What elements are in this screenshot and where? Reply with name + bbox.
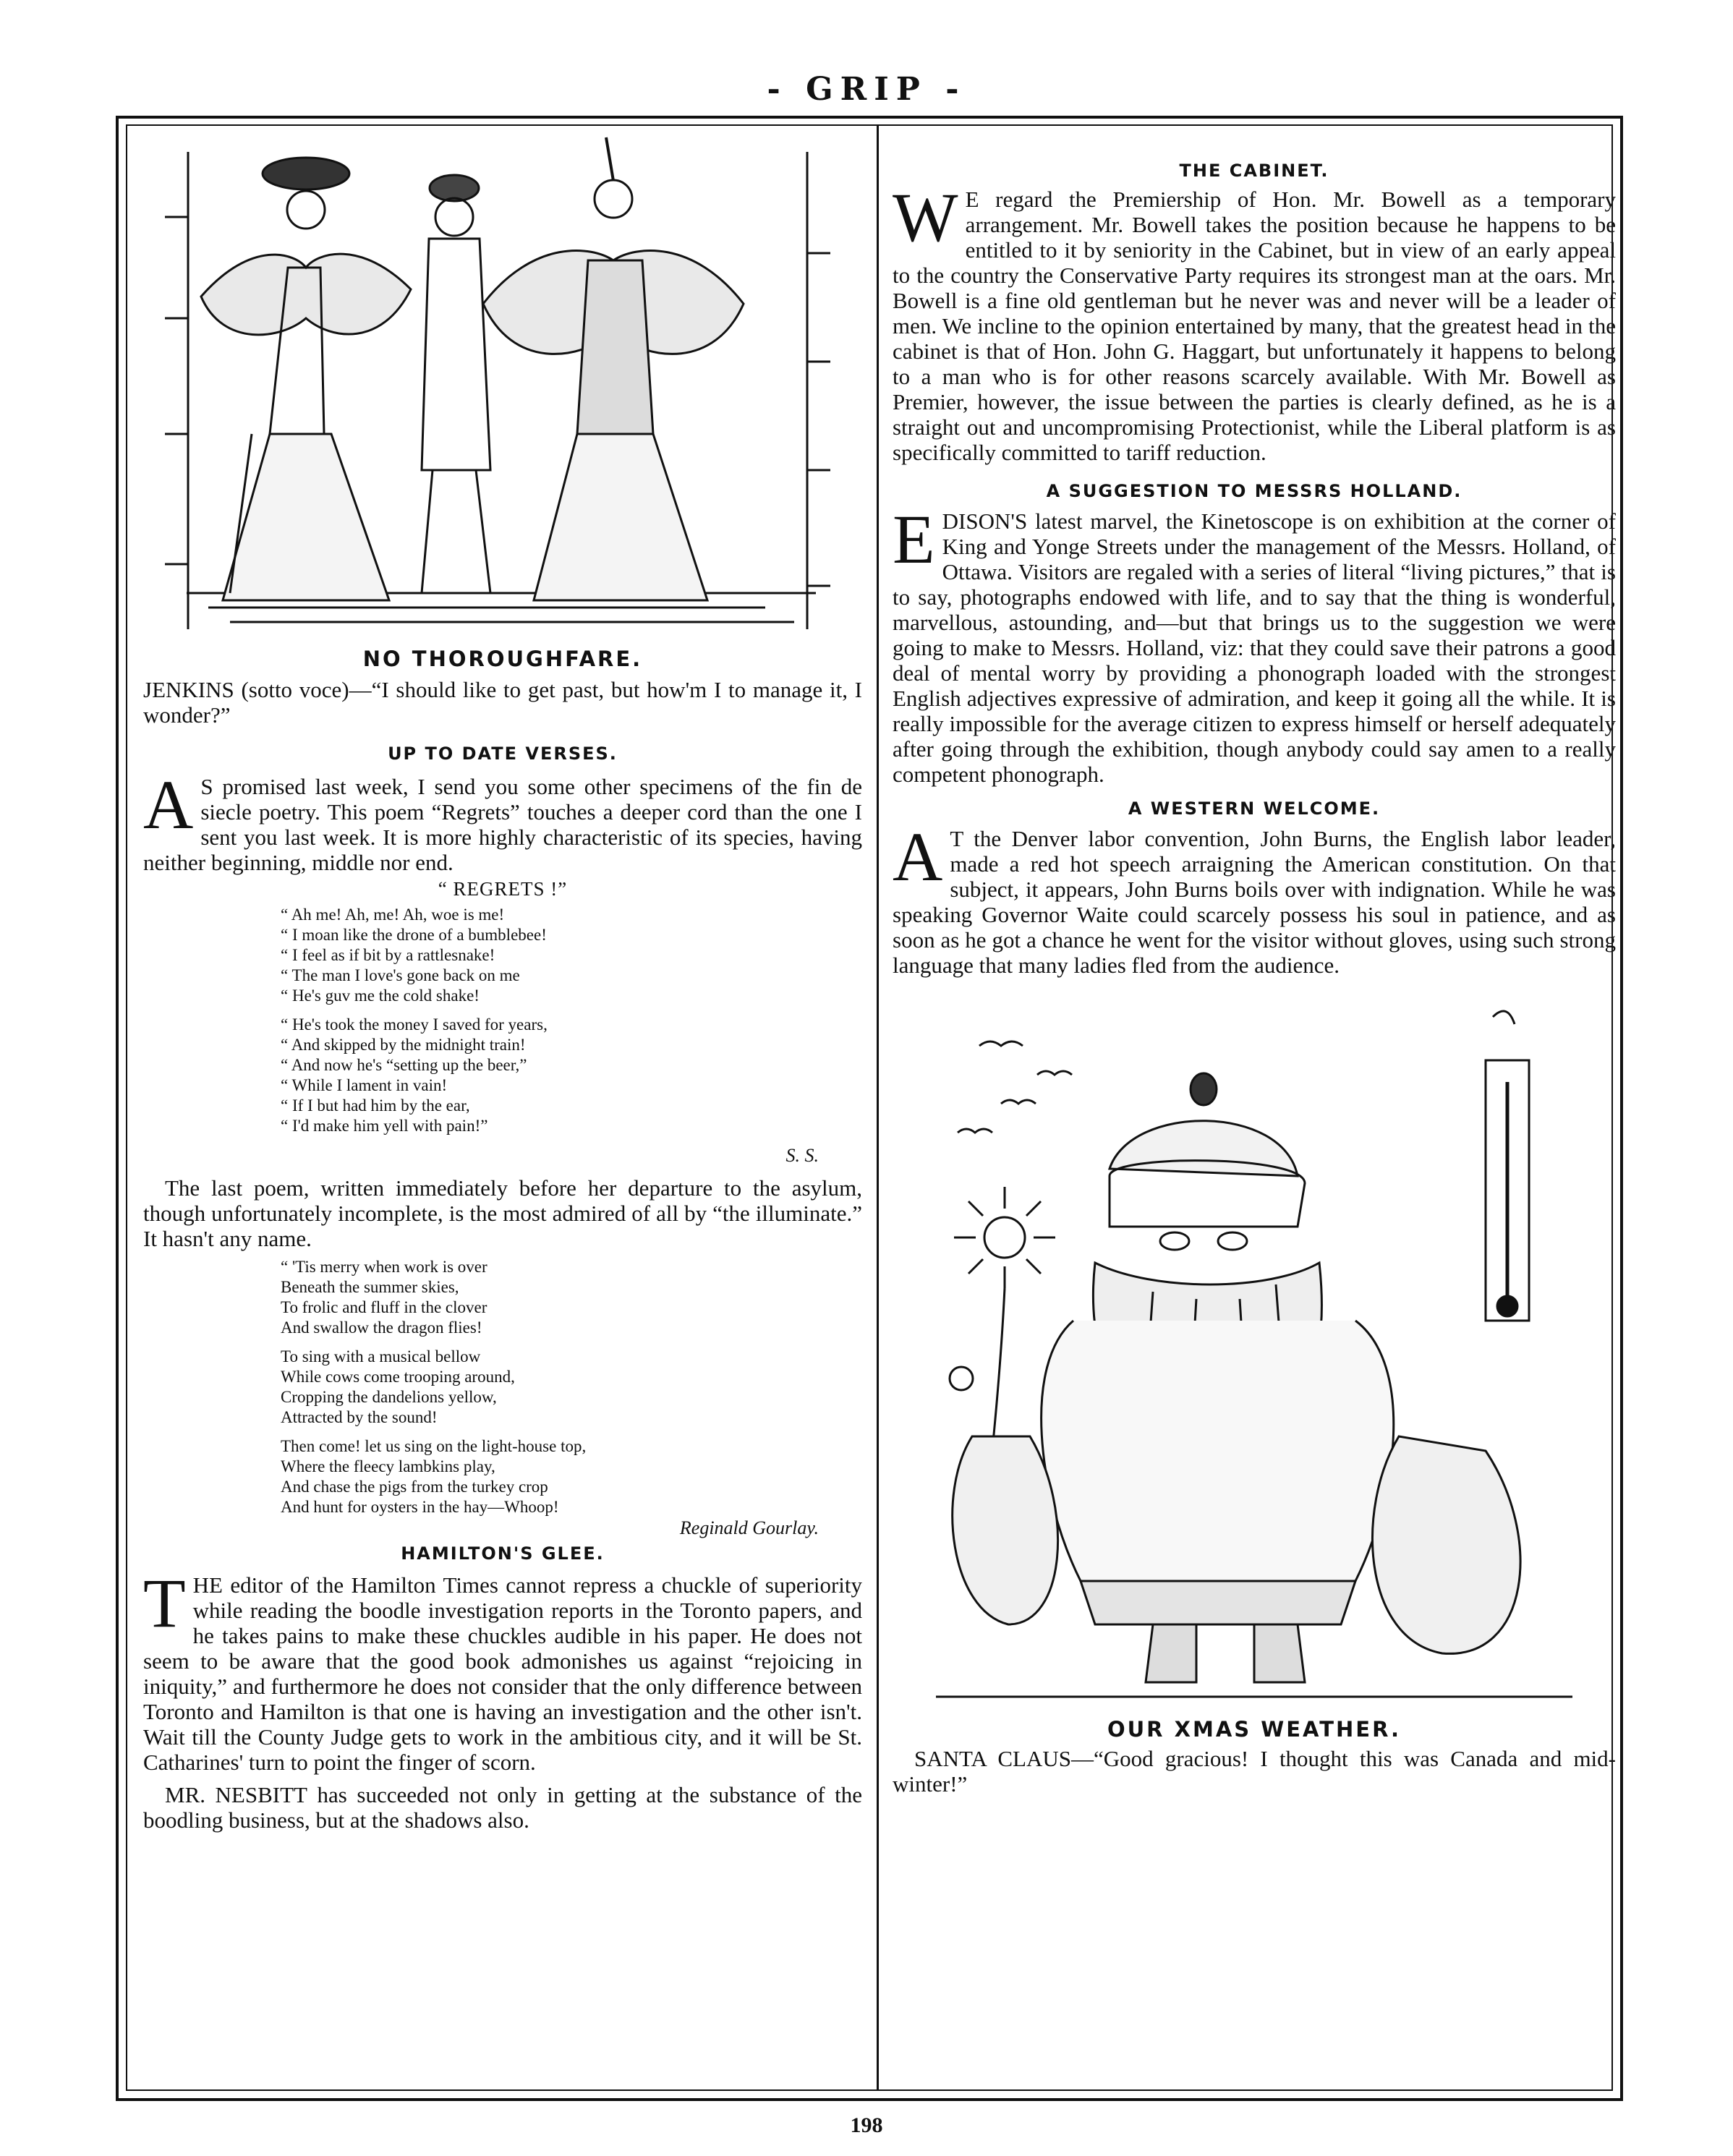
poem-line: And chase the pigs from the turkey crop xyxy=(281,1478,548,1496)
poem-line: To frolic and fluff in the clover xyxy=(281,1298,487,1316)
poem-line: “ I'd make him yell with pain!” xyxy=(281,1117,488,1135)
page-frame xyxy=(116,116,1623,2101)
holland-dropcap: E xyxy=(893,500,935,578)
last-poem-intro: The last poem, written immediately before her departure to the asylum, though unfortunately incomplete, is the most admired of all by “the illuminate.” It hasn't any name. xyxy=(143,1175,862,1251)
nesbitt-name: MR. NESBITT xyxy=(165,1782,307,1807)
column-divider xyxy=(877,126,879,2089)
western-body: T the Denver labor convention, John Burns, the English labor leader, made a red hot speech arraigning the American constitution. On that subject, it appears, John Burns boils over with indignation. While he was speaking Governor Waite could scarcely possess his soul in patience, and as soon as he got a chance he went for the visitor without gloves, using such strong language that many ladies fled from the audience. xyxy=(893,826,1616,978)
nesbitt-paragraph xyxy=(143,1782,862,1833)
gourlay-signature: Reginald Gourlay. xyxy=(679,1517,819,1538)
poem-line: “ While I lament in vain! xyxy=(281,1076,448,1094)
hamilton-dropcap: T xyxy=(143,1564,186,1642)
nesbitt-body: has succeeded not only in getting at the substance of the boodling business, but at the shadows also. xyxy=(143,1782,862,1833)
no-thoroughfare-heading: NO THOROUGHFARE. xyxy=(362,647,643,671)
holland-text xyxy=(893,500,1616,787)
left-column xyxy=(143,126,862,2089)
poem-line: “ I feel as if bit by a rattlesnake! xyxy=(281,946,495,964)
verses-intro-text: S promised last week, I send you some other specimens of the fin de siecle poetry. This poem “Regrets” touches a deeper cord than the one I sent you last week. It is more highly characteristic of its species, having neither beginning, middle nor end. xyxy=(143,774,862,875)
santa-claus-quote: —“Good gracious! I thought this was Canada and mid-winter!” xyxy=(893,1746,1616,1797)
poem-line: Beneath the summer skies, xyxy=(281,1278,459,1296)
poem-line: “ The man I love's gone back on me xyxy=(281,966,520,984)
cabinet-heading: THE CABINET. xyxy=(1179,161,1329,181)
poem-line: “ And now he's “setting up the beer,” xyxy=(281,1056,527,1074)
poem-line: And hunt for oysters in the hay—Whoop! xyxy=(281,1498,559,1516)
holland-body: DISON'S latest marvel, the Kinetoscope is on exhibition at the corner of King and Yonge Streets under the management of the Messrs. Holland, of Ottawa. Visitors are regaled with a series of literal “living pictures,” that is to say, photographs endowed with life, and to say that the thing is wonderful, marvellous, astounding, and—but that brings us to the suggestion we were going to make to Messrs. Holland, viz: that they could save their patrons a good deal of mental worry by providing a phonograph loaded with the strongest English adjectives expressive of admiration, and keep it going all the while. It is really impossible for the average citizen to express himself or herself adequately after going through the exhibition, though anybody could say amen to a really competent phonograph. xyxy=(893,508,1616,787)
xmas-weather-heading: OUR XMAS WEATHER. xyxy=(1107,1717,1401,1742)
western-welcome-text xyxy=(893,818,1616,978)
right-column xyxy=(893,126,1616,2089)
regrets-signature: S. S. xyxy=(785,1145,819,1166)
poem-line: To sing with a musical bellow xyxy=(281,1347,481,1365)
poem-line: “ 'Tis merry when work is over xyxy=(281,1258,487,1276)
page-inner-frame xyxy=(126,124,1616,2091)
cabinet-text xyxy=(893,179,1616,465)
hamilton-body: HE editor of the Hamilton Times cannot repress a chuckle of superiority while reading the boodle investigation reports in the Toronto papers, and he takes pains to make these chuckles audible in his paper. He does not seem to be aware that the good book admonishes us against “rejoicing in iniquity,” and furthermore he does not consider that the only difference between Toronto and Hamilton is that one is having an investigation and the other isn't. Wait till the County Judge gets to work in the ambitious city, and it will be St. Catharines' turn to point the finger of scorn. xyxy=(143,1572,862,1775)
poem-line: “ And skipped by the midnight train! xyxy=(281,1036,526,1054)
poem-line: Where the fleecy lambkins play, xyxy=(281,1457,495,1475)
poem-line: “ Ah me! Ah, me! Ah, woe is me! xyxy=(281,906,505,924)
no-thoroughfare-illustration xyxy=(143,130,859,636)
western-dropcap: A xyxy=(893,818,943,895)
cabinet-body: E regard the Premiership of Hon. Mr. Bowell as a temporary arrangement. Mr. Bowell takes the position because he happens to be entitled to it by seniority in the Cabinet, but in view of an early appeal to the country the Conservative Party requires its strongest man at the oars. Mr. Bowell is a fine old gentleman but he never was and never will be a leader of men. We incline to the opinion entertained by many, that the greatest head in the cabinet is that of Hon. John G. Haggart, but unfortunately it happens to belong to a man who is for other reasons scarcely available. With Mr. Bowell as Premier, however, the issue between the parties is clearly defined, as he is a straight out and uncompromising Protectionist, while the Liberal platform is as specifically committed to tariff reduction. xyxy=(893,187,1616,465)
untitled-stanza-1 xyxy=(281,1257,862,1338)
untitled-poem xyxy=(281,1257,862,1517)
page-number: 198 xyxy=(850,2113,883,2137)
regrets-poem xyxy=(281,905,862,1136)
untitled-stanza-3 xyxy=(281,1436,862,1517)
xmas-weather-caption xyxy=(893,1746,1616,1797)
santa-claus-illustration xyxy=(893,988,1616,1711)
holland-heading: A SUGGESTION TO MESSRS HOLLAND. xyxy=(1046,481,1462,501)
up-to-date-verses-heading: UP TO DATE VERSES. xyxy=(388,743,618,764)
poem-line: “ I moan like the drone of a bumblebee! xyxy=(281,926,547,944)
poem-line: “ If I but had him by the ear, xyxy=(281,1096,470,1115)
up-to-date-verses-intro xyxy=(143,766,862,875)
regrets-poem-title: “ REGRETS !” xyxy=(438,878,568,900)
no-thoroughfare-caption: JENKINS (sotto voce)—“I should like to get past, but how'm I to manage it, I wonder?” xyxy=(143,677,862,728)
poem-line: “ He's guv me the cold shake! xyxy=(281,987,480,1005)
poem-line: While cows come trooping around, xyxy=(281,1368,515,1386)
poem-line: Cropping the dandelions yellow, xyxy=(281,1388,497,1406)
santa-claus-name: SANTA CLAUS xyxy=(914,1746,1071,1771)
hamiltons-glee-heading: HAMILTON'S GLEE. xyxy=(401,1543,605,1564)
poem-line: Attracted by the sound! xyxy=(281,1408,438,1426)
regrets-stanza-2 xyxy=(281,1015,862,1136)
hamiltons-glee-text xyxy=(143,1564,862,1775)
regrets-stanza-1 xyxy=(281,905,862,1006)
western-welcome-heading: A WESTERN WELCOME. xyxy=(1128,798,1381,819)
masthead: - GRIP - xyxy=(767,71,966,108)
untitled-stanza-2 xyxy=(281,1347,862,1428)
cabinet-dropcap: W xyxy=(893,179,958,256)
poem-line: Then come! let us sing on the light-house top, xyxy=(281,1437,587,1455)
verses-dropcap: A xyxy=(143,766,194,843)
poem-line: “ He's took the money I saved for years, xyxy=(281,1015,548,1034)
poem-line: And swallow the dragon flies! xyxy=(281,1318,482,1337)
